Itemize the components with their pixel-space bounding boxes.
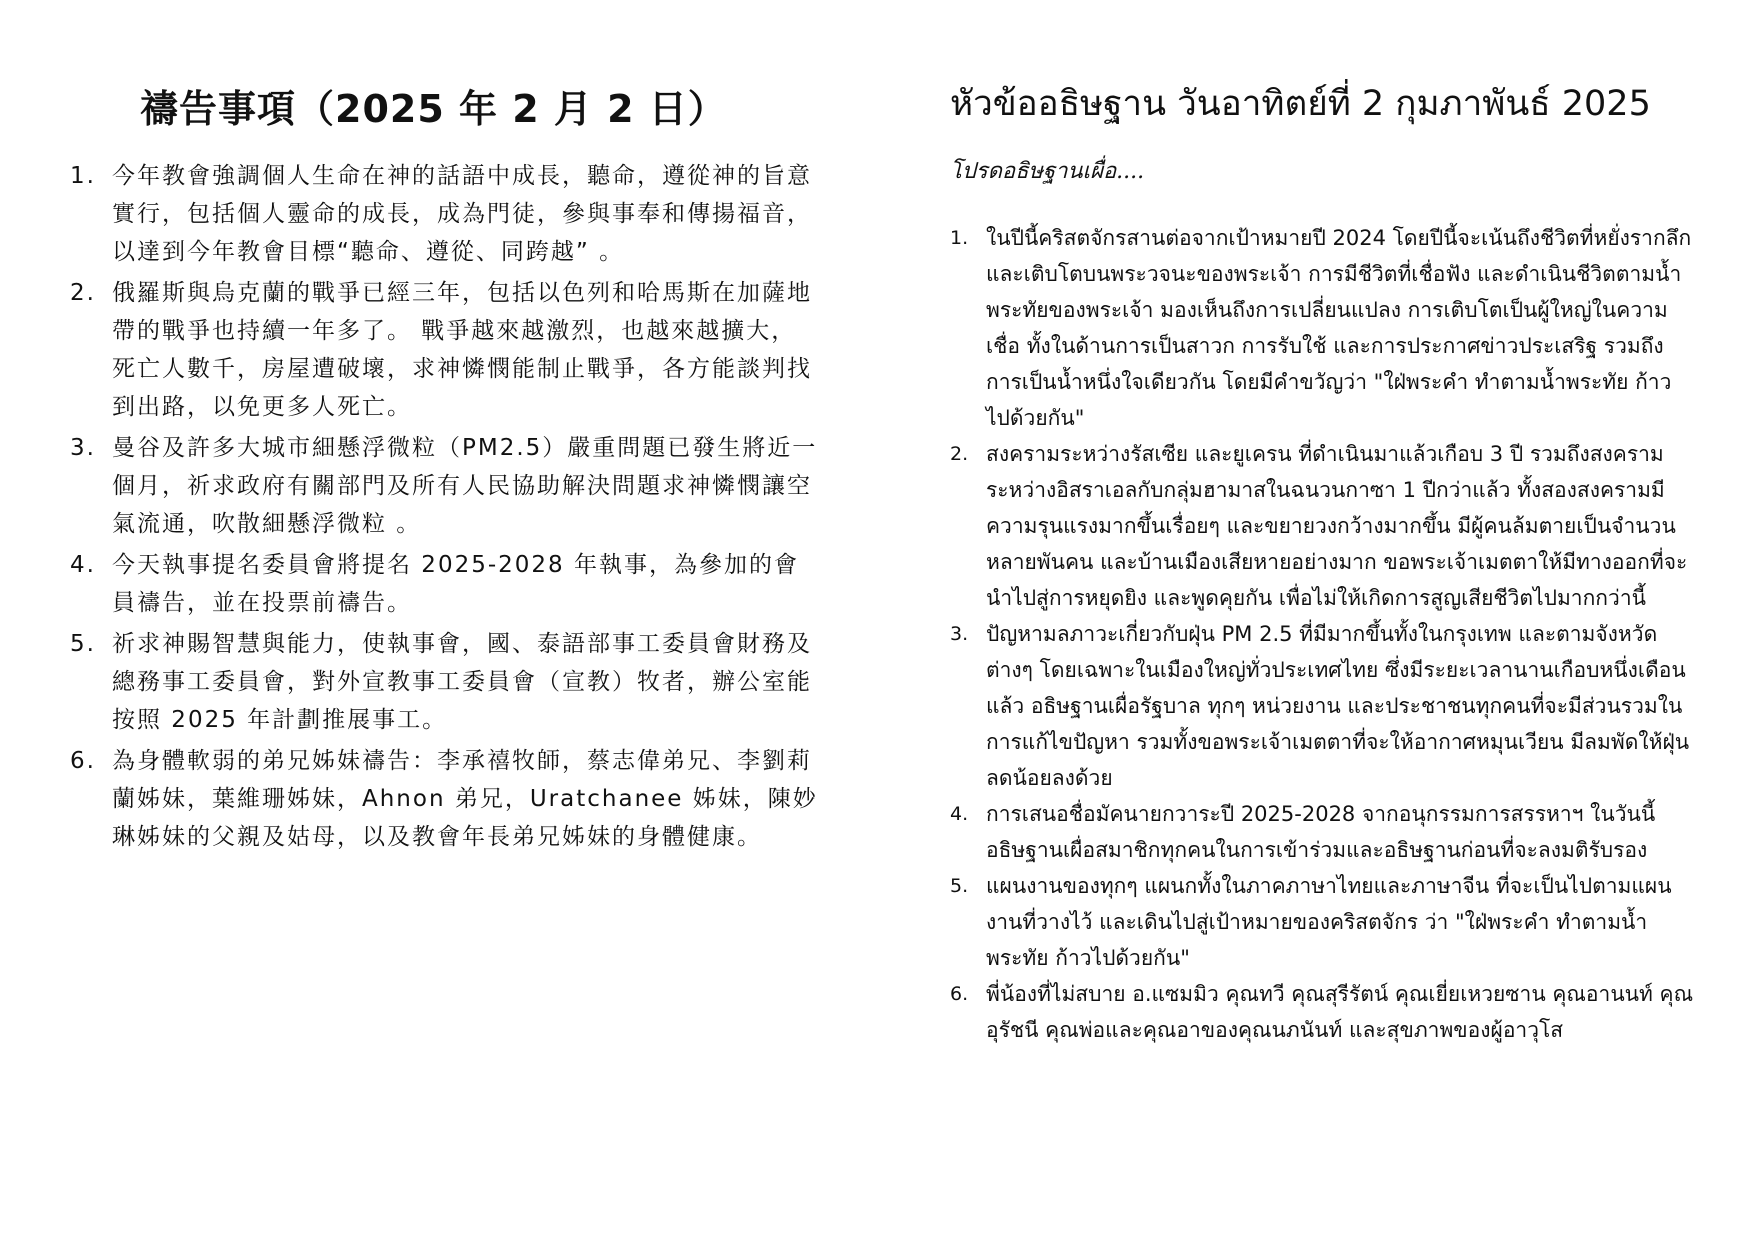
item-text: การเสนอชื่อมัคนายกวาระปี 2025-2028 จากอนุกรรมการสรรหาฯ ในวันนี้ อธิษฐานเผื่อสมาชิกทุกคนในการเข้าร่วมและอธิษฐานก่อนที่จะลงมติรับรอง bbox=[986, 802, 1656, 862]
list-item bbox=[950, 976, 1695, 1048]
list-item bbox=[950, 616, 1695, 796]
list-item bbox=[70, 429, 820, 543]
list-item bbox=[950, 796, 1695, 868]
item-number: 5. bbox=[950, 875, 969, 897]
item-text: ปัญหามลภาวะเกี่ยวกับฝุ่น PM 2.5 ที่มีมากขึ้นทั้งในกรุงเทพ และตามจังหวัดต่างๆ โดยเฉพาะในเมืองใหญ่ทั่วประเทศไทย ซึ่งมีระยะเวลานานเกือบหนึ่งเดือนแล้ว อธิษฐานเผื่อรัฐบาล ทุกๆ หน่วยงาน และประชาชนทุกคนที่จะมีส่วนรวมในการแก้ไขปัญหา รวมทั้งขอพระเจ้าเมตตาที่จะให้อากาศหมุนเวียน มีลมพัดให้ฝุ่นลดน้อยลงด้วย bbox=[986, 622, 1690, 790]
item-number: 6. bbox=[70, 748, 96, 774]
item-text: 祈求神賜智慧與能力，使執事會，國、泰語部事工委員會財務及總務事工委員會，對外宣教事工委員會（宣教）牧者，辦公室能按照 2025 年計劃推展事工。 bbox=[112, 631, 812, 733]
item-text: ในปีนี้คริสตจักรสานต่อจากเป้าหมายปี 2024 โดยปีนี้จะเน้นถึงชีวิตที่หยั่งรากลึก และเติบโตบนพระวจนะของพระเจ้า การมีชีวิตที่เชื่อฟัง และดำเนินชีวิตตามน้ำพระทัยของพระเจ้า มองเห็นถึงการเปลี่ยนแปลง การเติบโตเป็นผู้ใหญ่ในความเชื่อ ทั้งในด้านการเป็นสาวก การรับใช้ และการประกาศข่าวประเสริฐ รวมถึงการเป็นน้ำหนึ่งใจเดียวกัน โดยมีคำขวัญว่า "ใฝ่พระคำ ทำตามน้ำพระทัย ก้าวไปด้วยกัน" bbox=[986, 226, 1692, 430]
item-text: 今天執事提名委員會將提名 2025-2028 年執事，為參加的會員禱告，並在投票前禱告。 bbox=[112, 552, 799, 616]
chinese-prayer-list bbox=[70, 157, 820, 856]
item-text: พี่น้องที่ไม่สบาย อ.แซมมิว คุณทวี คุณสุรีรัตน์ คุณเยี่ยเหวยซาน คุณอานนท์ คุณอุรัชนี คุณพ่อและคุณอาของคุณนภนันท์ และสุขภาพของผู้อาวุโส bbox=[986, 982, 1694, 1042]
chinese-column bbox=[70, 72, 820, 859]
item-number: 5. bbox=[70, 631, 96, 657]
thai-intro: โปรดอธิษฐานเผื่อ.... bbox=[950, 159, 1145, 184]
item-number: 1. bbox=[950, 227, 969, 249]
list-item bbox=[70, 157, 820, 271]
list-item bbox=[950, 436, 1695, 616]
list-item bbox=[70, 274, 820, 426]
item-number: 4. bbox=[950, 803, 969, 825]
item-text: 曼谷及許多大城市細懸浮微粒（PM2.5）嚴重問題已發生將近一個月，祈求政府有關部門及所有人民協助解決問題求神憐憫讓空氣流通，吹散細懸浮微粒 。 bbox=[112, 435, 818, 537]
thai-title: หัวข้ออธิษฐาน วันอาทิตย์ที่ 2 กุมภาพันธ์ 2025 bbox=[950, 84, 1651, 124]
item-number: 3. bbox=[950, 623, 969, 645]
item-text: แผนงานของทุกๆ แผนกทั้งในภาคภาษาไทยและภาษาจีน ที่จะเป็นไปตามแผนงานที่วางไว้ และเดินไปสู่เป้าหมายของคริสตจักร ว่า "ใฝ่พระคำ ทำตามน้ำพระทัย ก้าวไปด้วยกัน" bbox=[986, 874, 1672, 970]
item-text: สงครามระหว่างรัสเซีย และยูเครน ที่ดำเนินมาแล้วเกือบ 3 ปี รวมถึงสงครามระหว่างอิสราเอลกับกลุ่มฮามาสในฉนวนกาซา 1 ปีกว่าแล้ว ทั้งสองสงครามมีความรุนแรงมากขึ้นเรื่อยๆ และขยายวงกว้างมากขึ้น มีผู้คนล้มตายเป็นจำนวนหลายพันคน และบ้านเมืองเสียหายอย่างมาก ขอพระเจ้าเมตตาให้มีทางออกที่จะนำไปสู่การหยุดยิง และพูดคุยกัน เพื่อไม่ให้เกิดการสูญเสียชีวิตไปมากกว่านี้ bbox=[986, 442, 1688, 610]
item-number: 2. bbox=[70, 280, 96, 306]
item-number: 6. bbox=[950, 983, 969, 1005]
thai-prayer-list bbox=[950, 220, 1695, 1048]
thai-column bbox=[950, 72, 1695, 1048]
list-item bbox=[70, 742, 820, 856]
item-text: 今年教會強調個人生命在神的話語中成長，聽命，遵從神的旨意實行，包括個人靈命的成長，成為門徒，參與事奉和傳揚福音，以達到今年教會目標“聽命、遵從、同跨越” 。 bbox=[112, 163, 812, 265]
list-item bbox=[70, 625, 820, 739]
item-number: 4. bbox=[70, 552, 96, 578]
item-text: 俄羅斯與烏克蘭的戰爭已經三年，包括以色列和哈馬斯在加薩地帶的戰爭也持續一年多了。 戰爭越來越激烈，也越來越擴大，死亡人數千，房屋遭破壞，求神憐憫能制止戰爭，各方能談判找到出路，以免更多人死亡。 bbox=[112, 280, 812, 420]
list-item bbox=[950, 220, 1695, 436]
item-number: 3. bbox=[70, 435, 96, 461]
item-number: 2. bbox=[950, 443, 969, 465]
chinese-title: 禱告事項（2025 年 2 月 2 日） bbox=[140, 87, 727, 131]
list-item bbox=[70, 546, 820, 622]
list-item bbox=[950, 868, 1695, 976]
item-text: 為身體軟弱的弟兄姊妹禱告：李承禧牧師，蔡志偉弟兄、李劉莉蘭姊妹，葉維珊姊妹，Ahnon 弟兄，Uratchanee 姊妹，陳妙琳姊妹的父親及姑母，以及教會年長弟兄姊妹的身體健康。 bbox=[112, 748, 818, 850]
item-number: 1. bbox=[70, 163, 96, 189]
